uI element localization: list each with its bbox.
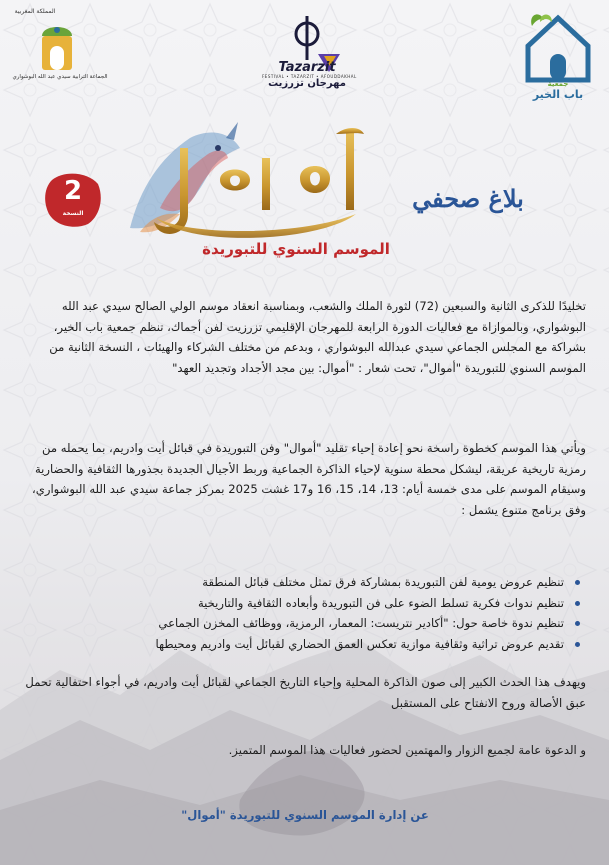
list-item-text: تنظيم عروض يومية لفن التبوريدة بمشاركة فرق تمثل مختلف قبائل المنطقة (202, 575, 564, 589)
list-item-text: تنظيم ندوات فكرية تسلط الضوء على فن التبوريدة وأبعاده الثقافية والتاريخية (197, 595, 564, 610)
goal-paragraph: ويهدف هذا الحدث الكبير إلى صون الذاكرة المحلية وإحياء التاريخ الجماعي لقبائل أيت وادريم، في أجواء احتفالية تحمل عبق الأصالة وروح الانفتاح على المستقبل (25, 675, 586, 710)
list-item (22, 634, 582, 655)
list-item (22, 593, 582, 614)
bullet-icon (575, 580, 580, 585)
intro-paragraph: تخليدًا للذكرى الثانية والسبعين (72) لثورة الملك والشعب، وبمناسبة انعقاد موسم الولي الصالح سيدي عبد الله البوشواري، وبالموازاة مع فعاليات الدورة الرابعة للمهرجان الإقليمي تزرزيت لفن أجماك، تنظم جمعية باب الخير، بشراكة مع المجلس الجماعي سيدي عبدالله البوشواري ، وبدعم من مختلف الشركاء والهيئات ، النسخة الثانية من الموسم السنوي للتبوريدة "أموال"، تحت شعار : "أموال: بين مجد الأجداد وتجديد العهد" (49, 299, 586, 375)
kingdom-label: المملكة المغربية (14, 8, 56, 15)
bullet-icon (575, 621, 580, 626)
tazarzit-logo-subtitle: FESTIVAL • TAZARZIT • AFOUDDAKHAL (262, 74, 357, 79)
bullet-icon (575, 642, 580, 647)
press-release-title: بلاغ صحفي (412, 184, 524, 213)
edition-number: 2 (63, 176, 83, 206)
signature: عن إدارة الموسم السنوي للتبوريدة "أموال" (181, 808, 429, 822)
list-item-text: تقديم عروض تراثية وثقافية موازية تعكس العمق الحضاري لقبائل أيت وادريم ومحيطها (155, 636, 564, 651)
list-item (22, 572, 582, 593)
emblem-icon (12, 8, 112, 98)
invitation-paragraph: و الدعوة عامة لجميع الزوار والمهتمين لحضور فعاليات هذا الموسم المتميز. (228, 743, 586, 757)
list-item-text: تنظيم ندوة خاصة حول: "أكادير نتريست: المعمار، الرمزية، ووظائف المخزن الجماعي (158, 616, 564, 631)
amwal-title-graphic (150, 118, 370, 258)
bab-alkhair-prefix: جمعية (547, 80, 569, 88)
commune-name: الجماعة الترابية سيدي عبد الله البوشواري (12, 74, 108, 80)
list-item (22, 613, 582, 634)
tazarzit-logo-name: Tazarzit (278, 60, 336, 75)
bullet-icon (575, 601, 580, 606)
program-list (22, 572, 582, 654)
context-paragraph: ويأتي هذا الموسم كخطوة راسخة نحو إعادة إحياء تقليد "أموال" وفن التبوريدة في قبائل أيت وادريم، بما يحمله من رمزية تاريخية عريقة، ليشكل محطة سنوية لإحياء الذاكرة الجماعية وربط الأجيال الجديدة بجذورها الثقافية والحضارية وسيقام الموسم على مدى خمسة أيام: 13، 14، 15، 16 و17 غشت 2025 بمركز جماعة سيدي عبد الله البوشواري، وفق برنامج متنوع يشمل : (32, 441, 586, 517)
tazarzit-logo-arabic: مهرجان تزرزيت (268, 78, 346, 89)
edition-label: النسخة (62, 210, 84, 217)
season-subtitle: الموسم السنوي للتبوريدة (202, 240, 390, 258)
bab-alkhair-logo-text (518, 80, 598, 101)
bab-alkhair-name: باب الخير (532, 88, 584, 101)
